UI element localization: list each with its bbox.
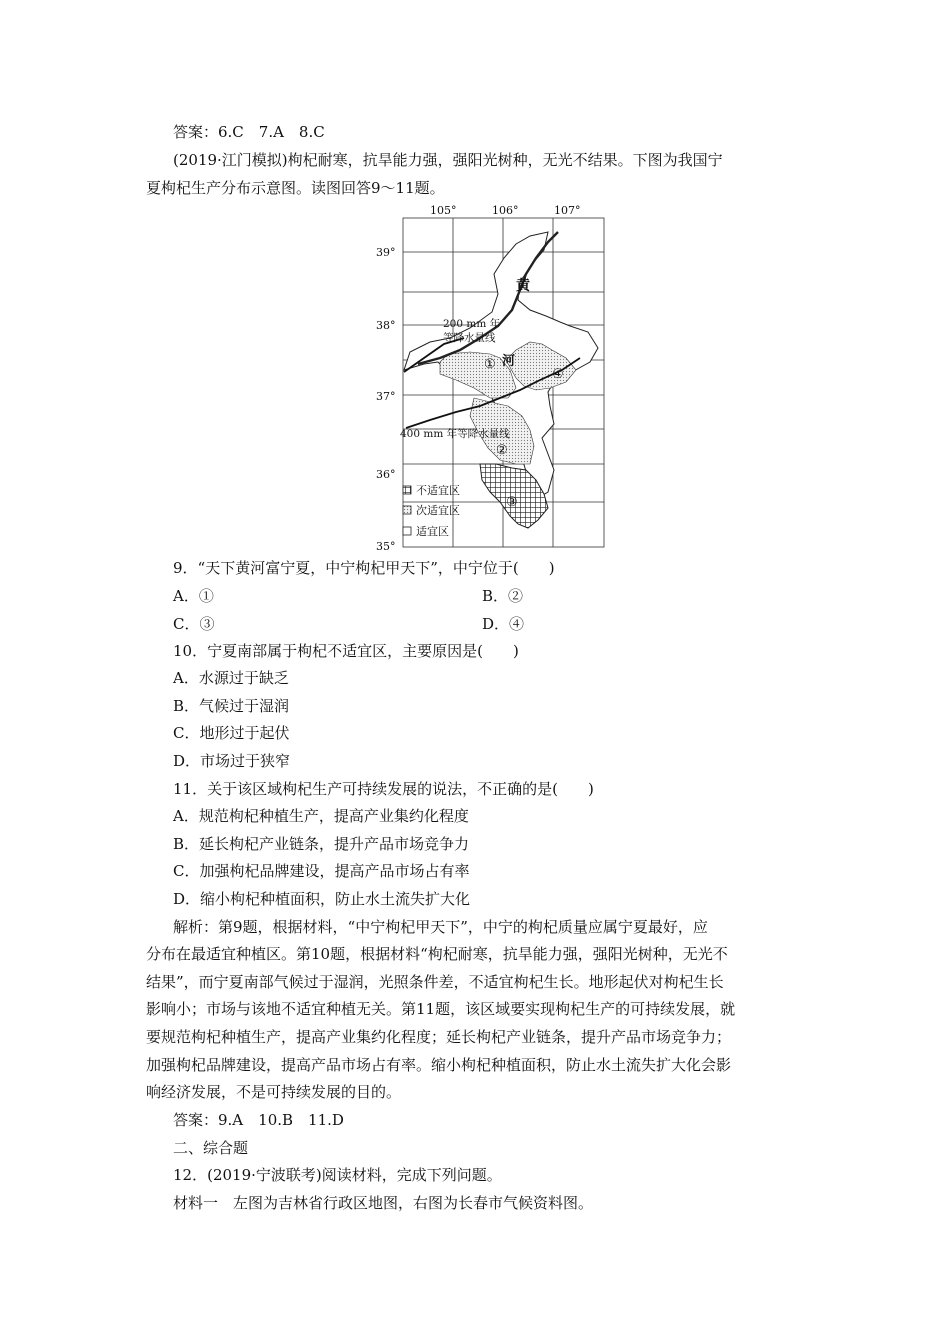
river-label-he: 河 [502, 354, 516, 369]
lon-label-105: 105° [430, 204, 457, 217]
q12-stem: 12．(2019·宁波联考)阅读材料，完成下列问题。 [173, 1166, 502, 1184]
legend-unsuitable: 不适宜区 [416, 484, 460, 497]
river-label-huang: 黄 [516, 278, 530, 294]
lat-label-37: 37° [376, 390, 396, 403]
q11-option-d: D．缩小枸杞种植面积，防止水土流失扩大化 [173, 890, 471, 908]
ningxia-goji-map [340, 202, 610, 552]
analysis-line-3: 结果”，而宁夏南部气候过于湿润，光照条件差，不适宜枸杞生长。地形起伏对枸杞生长 [146, 973, 724, 991]
analysis-line-5: 要规范枸杞种植生产，提高产业集约化程度；延长枸杞产业链条，提升产品市场竞争力； [146, 1028, 732, 1046]
answer-9-11: 答案：9.A 10.B 11.D [173, 1111, 344, 1129]
q11-option-b: B．延长枸杞产业链条，提升产品市场竞争力 [173, 835, 470, 853]
lon-label-106: 106° [492, 204, 519, 217]
analysis-line-4: 影响小；市场与该地不适宜种植无关。第11题，该区域要实现枸杞生产的可持续发展，就 [146, 1000, 736, 1018]
intro-line-2: 夏枸杞生产分布示意图。读图回答9～11题。 [146, 179, 445, 197]
isohyet-400-label: 400 mm 年等降水量线 [400, 428, 510, 440]
legend-swatch-suitable [403, 527, 411, 535]
legend-suitable: 适宜区 [416, 525, 449, 538]
marker-4: ④ [552, 367, 564, 382]
isohyet-200-label-1: 200 mm 年 [443, 318, 501, 330]
q9-option-b: B．② [482, 587, 524, 605]
analysis-line-7: 响经济发展，不是可持续发展的目的。 [146, 1083, 402, 1101]
q11-option-a: A．规范枸杞种植生产，提高产业集约化程度 [173, 807, 469, 825]
q10-stem: 10．宁夏南部属于枸杞不适宜区，主要原因是( ) [173, 642, 519, 660]
q10-option-a: A．水源过于缺乏 [173, 669, 289, 687]
q9-option-d: D．④ [482, 615, 525, 633]
analysis-line-6: 加强枸杞品牌建设，提高产品市场占有率。缩小枸杞种植面积，防止水土流失扩大化会影 [146, 1056, 732, 1074]
q9-option-a: A．① [173, 587, 214, 605]
isohyet-200-label-2: 等降水量线 [443, 332, 496, 344]
legend-swatch-unsuitable [403, 486, 411, 494]
q11-stem: 11．关于该区域枸杞生产可持续发展的说法，不正确的是( ) [173, 780, 594, 798]
legend-sub-suitable: 次适宜区 [416, 504, 460, 517]
intro-line-1: (2019·江门模拟)枸杞耐寒，抗旱能力强，强阳光树种，无光不结果。下图为我国宁 [173, 151, 723, 169]
q10-option-d: D．市场过于狭窄 [173, 752, 291, 770]
analysis-line-1: 解析：第9题，根据材料，“中宁枸杞甲天下”，中宁的枸杞质量应属宁夏最好，应 [173, 918, 708, 936]
q9-stem: 9．“天下黄河富宁夏，中宁枸杞甲天下”，中宁位于( ) [173, 559, 555, 577]
marker-2: ② [496, 443, 508, 458]
marker-1: ① [484, 357, 496, 372]
q10-option-c: C．地形过于起伏 [173, 724, 290, 742]
analysis-line-2: 分布在最适宜种植区。第10题，根据材料“枸杞耐寒，抗旱能力强，强阳光树种，无光不 [146, 945, 728, 963]
q10-option-b: B．气候过于湿润 [173, 697, 290, 715]
material-1: 材料一 左图为吉林省行政区地图，右图为长春市气候资料图。 [173, 1194, 594, 1212]
section-heading: 二、综合题 [173, 1139, 249, 1157]
lat-label-36: 36° [376, 468, 396, 481]
lat-label-35: 35° [376, 540, 396, 552]
lat-label-39: 39° [376, 246, 396, 259]
q9-option-c: C．③ [173, 615, 215, 633]
lat-label-38: 38° [376, 319, 396, 332]
marker-3: ③ [506, 495, 518, 510]
legend-swatch-sub-suitable [403, 506, 411, 514]
answer-6-8: 答案：6.C 7.A 8.C [173, 123, 325, 141]
lon-label-107: 107° [554, 204, 581, 217]
q11-option-c: C．加强枸杞品牌建设，提高产品市场占有率 [173, 862, 470, 880]
